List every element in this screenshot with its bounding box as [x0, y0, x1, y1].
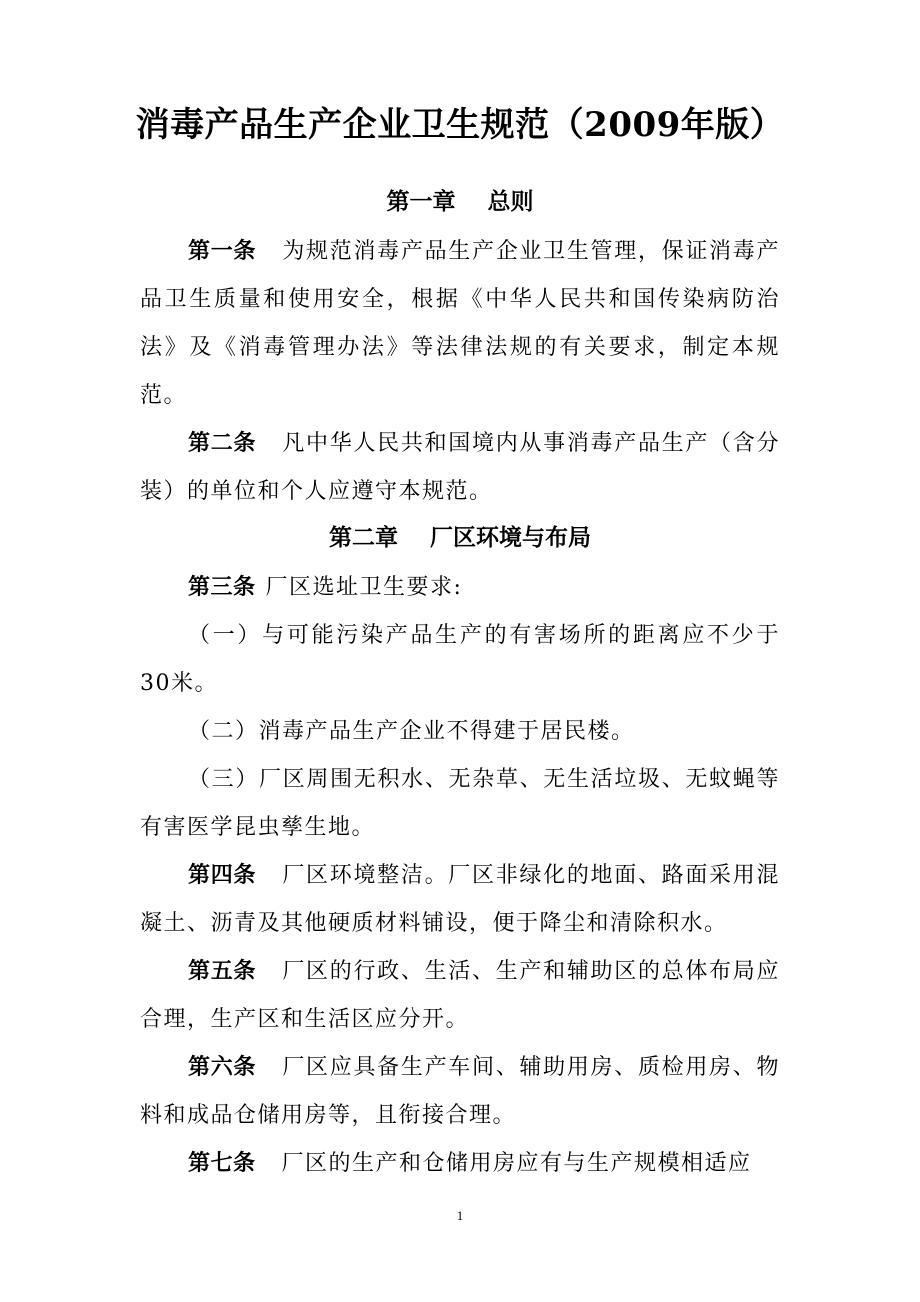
page-number: 1 — [456, 1208, 464, 1223]
article-paragraph — [140, 852, 780, 948]
article-paragraph — [140, 948, 780, 1044]
article-number: 第五条 — [188, 959, 257, 984]
article-number: 第一条 — [188, 239, 257, 264]
article-text: 为规范消毒产品生产企业卫生管理，保证消毒产品卫生质量和使用安全，根据《中华人民共和国传染病防治法》及《消毒管理办法》等法律法规的有关要求，制定本规范。 — [140, 239, 780, 408]
chapter-heading: 第一章 总则 — [386, 189, 534, 215]
article-paragraph — [140, 564, 780, 612]
article-number: 第七条 — [188, 1151, 256, 1176]
article-number: 第三条 — [188, 575, 256, 600]
article-text: 厂区的生产和仓储用房应有与生产规模相适应 — [281, 1151, 752, 1176]
article-number: 第二条 — [188, 431, 257, 456]
article-text: 凡中华人民共和国境内从事消毒产品生产（含分装）的单位和个人应遵守本规范。 — [140, 431, 780, 504]
article-text: 厂区应具备生产车间、辅助用房、质检用房、物料和成品仓储用房等，且衔接合理。 — [140, 1055, 780, 1128]
clause-paragraph: （一）与可能污染产品生产的有害场所的距离应不少于30米。 — [140, 623, 780, 696]
article-paragraph — [140, 228, 780, 420]
article-number: 第六条 — [188, 1055, 257, 1080]
article-number: 第四条 — [188, 863, 257, 888]
chapter-heading: 第二章 厂区环境与布局 — [328, 525, 592, 551]
article-paragraph — [140, 1140, 780, 1188]
clause-paragraph: （三）厂区周围无积水、无杂草、无生活垃圾、无蚊蝇等有害医学昆虫孳生地。 — [140, 767, 780, 840]
document-title: 消毒产品生产企业卫生规范（2009年版） — [135, 105, 785, 145]
article-paragraph — [140, 1044, 780, 1140]
article-paragraph — [140, 420, 780, 516]
article-text: 厂区的行政、生活、生产和辅助区的总体布局应合理，生产区和生活区应分开。 — [140, 959, 780, 1032]
clause-paragraph: （二）消毒产品生产企业不得建于居民楼。 — [188, 719, 635, 744]
article-text: 厂区选址卫生要求: — [265, 575, 463, 600]
article-text: 厂区环境整洁。厂区非绿化的地面、路面采用混凝土、沥青及其他硬质材料铺设，便于降尘和清除积水。 — [140, 863, 780, 936]
